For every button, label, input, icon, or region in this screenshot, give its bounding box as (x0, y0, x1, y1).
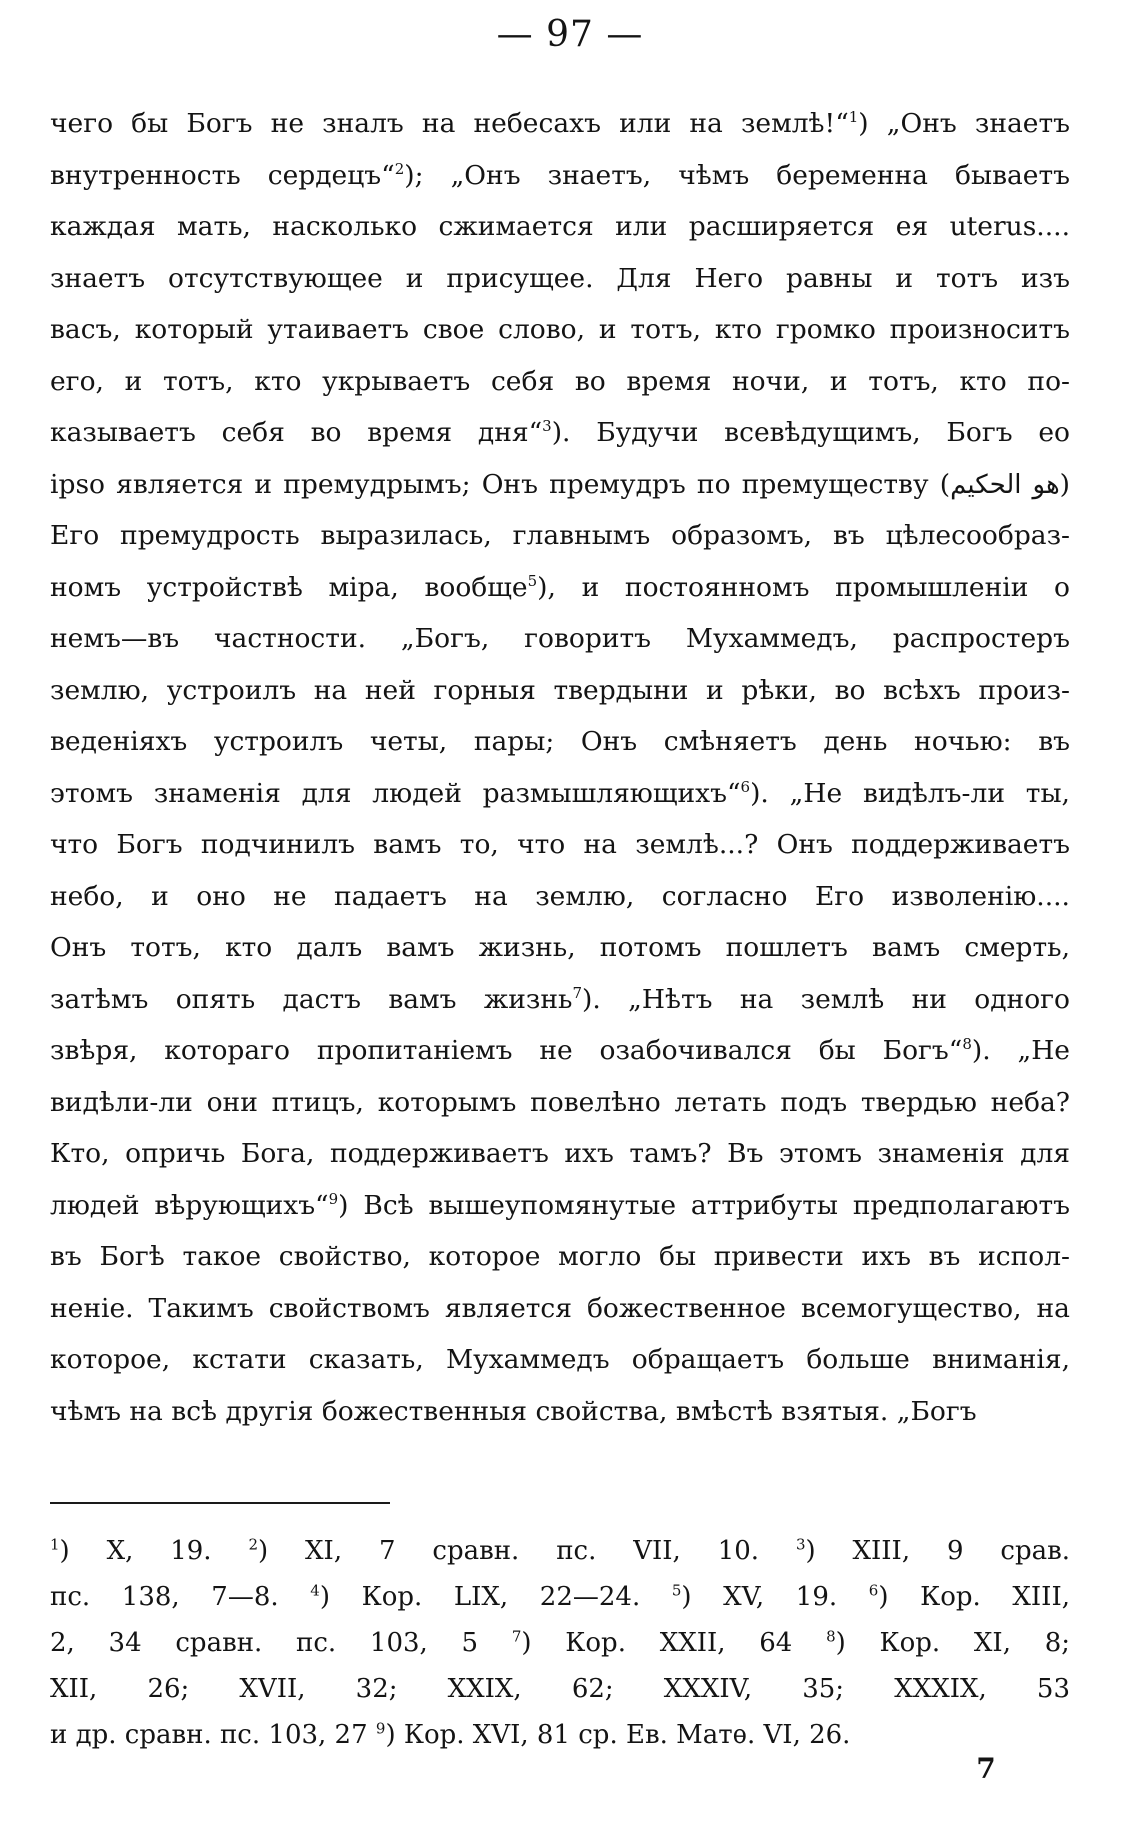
page-number-header: — 97 — (496, 14, 644, 55)
text-line (50, 98, 1070, 150)
line-text: ) „Онъ знаетъ (858, 108, 1070, 139)
main-text-block (50, 98, 1070, 1437)
footnote-reference: 7 (572, 983, 583, 1002)
footnote-reference: 3 (542, 417, 552, 436)
footnote-number: 7 (511, 1627, 522, 1646)
text-line (50, 768, 1070, 820)
line-text: васъ, который утаиваетъ свое слово, и тотъ, кто громко произноситъ (50, 314, 1070, 345)
text-line (50, 201, 1070, 253)
line-text: ), и постоянномъ промышленіи о (537, 571, 1070, 603)
footnote-text: ) X, 19. (59, 1536, 249, 1566)
line-text: ) Всѣ вышеупомянутые аттрибуты предполагаютъ (338, 1189, 1070, 1221)
footnote-line (50, 1712, 1070, 1758)
footnote-number: 9 (375, 1719, 386, 1738)
text-line (50, 819, 1070, 871)
text-line (50, 871, 1070, 923)
line-text: знаетъ отсутствующее и присущее. Для Него равны и тотъ изъ (50, 262, 1070, 294)
text-line (50, 922, 1070, 974)
line-text: ). „Нѣтъ на землѣ ни одного (582, 983, 1070, 1015)
line-text: затѣмъ опять дастъ вамъ жизнь (50, 983, 573, 1015)
line-text: Кто, опричь Бога, поддерживаетъ ихъ тамъ? Въ этомъ знаменія для (50, 1138, 1070, 1169)
line-text: немъ—въ частности. „Богъ, говоритъ Мухаммедъ, распростеръ (50, 623, 1070, 654)
footnote-number: 3 (795, 1535, 806, 1554)
line-text: видѣли-ли они птицъ, которымъ повелѣно летать подъ твердью неба? (50, 1086, 1070, 1118)
line-text: небо, и оно не падаетъ на землю, согласно Его изволенію.... (50, 880, 1070, 912)
footnote-number: 4 (310, 1581, 320, 1600)
line-text: Онъ тотъ, кто далъ вамъ жизнь, потомъ пошлетъ вамъ смерть, (50, 932, 1070, 963)
footnote-separator (50, 1502, 390, 1504)
footnote-text: ) Кор. XI, 8; (835, 1628, 1070, 1658)
line-text: каждая мать, насколько сжимается или расширяется ея uterus.... (50, 211, 1070, 242)
text-line (50, 613, 1070, 665)
line-text: чего бы Богъ не зналъ на небесахъ или на землѣ!“ (50, 108, 849, 139)
line-text: ); „Онъ знаетъ, чѣмъ беременна бываетъ (404, 159, 1070, 191)
text-line (50, 1231, 1070, 1283)
text-line (50, 459, 1070, 511)
text-line (50, 974, 1070, 1026)
text-line (50, 1128, 1070, 1180)
footnote-text: ) Кор. LIX, 22—24. (319, 1582, 672, 1612)
line-text: въ Богѣ такое свойство, которое могло бы привести ихъ въ испол- (50, 1241, 1070, 1272)
line-text: что Богъ подчинилъ вамъ то, что на землѣ...? Онъ поддерживаетъ (50, 829, 1070, 860)
text-line (50, 1077, 1070, 1129)
footnote-text: ) XV, 19. (681, 1582, 869, 1612)
footnote-line (50, 1666, 1070, 1712)
footnote-reference: 5 (527, 571, 538, 590)
footnote-text: XII, 26; XVII, 32; XXIX, 62; XXXIV, 35; XXXIX, 53 (50, 1674, 1070, 1704)
line-text: звѣря, котораго пропитаніемъ не озабочивался бы Богъ“ (50, 1035, 963, 1066)
line-text: которое, кстати сказать, Мухаммедъ обращаетъ больше вниманія, (50, 1344, 1070, 1375)
text-line (50, 1283, 1070, 1335)
footnotes-block (50, 1528, 1070, 1758)
footnote-line (50, 1620, 1070, 1666)
text-line (50, 665, 1070, 717)
footnote-text: ) Кор. XIII, (878, 1582, 1070, 1612)
footnote-text: и др. сравн. пс. 103, 27 (50, 1720, 376, 1750)
footnote-text: ) XIII, 9 срав. (805, 1536, 1070, 1566)
line-text: ipso является и премудрымъ; Онъ премудръ по премуществу ( (50, 468, 951, 500)
line-text: казываетъ себя во время дня“ (50, 417, 543, 448)
text-line (50, 1334, 1070, 1386)
line-text: людей вѣрующихъ“ (50, 1189, 329, 1221)
text-line (50, 304, 1070, 356)
footnote-number: 8 (826, 1627, 836, 1646)
line-text: веденіяхъ устроилъ четы, пары; Онъ смѣняетъ день ночью: въ (50, 726, 1070, 757)
footnote-reference: 8 (962, 1035, 972, 1054)
text-line (50, 150, 1070, 202)
line-text: ). Будучи всевѣдущимъ, Богъ eo (551, 417, 1070, 448)
footnote-line (50, 1574, 1070, 1620)
line-text: внутренность сердецъ“ (50, 159, 395, 191)
footnote-reference: 1 (848, 108, 859, 127)
footnote-number: 2 (248, 1535, 259, 1554)
line-text: номъ устройствѣ міра, вообще (50, 571, 528, 603)
text-line (50, 562, 1070, 614)
line-text: неніе. Такимъ свойствомъ является божественное всемогущество, на (50, 1292, 1070, 1324)
footnote-number: 1 (50, 1535, 60, 1554)
text-line (50, 253, 1070, 305)
footnote-text: пс. 138, 7—8. (50, 1582, 311, 1612)
footnote-text: ) XI, 7 сравн. пс. VII, 10. (258, 1536, 796, 1566)
line-text: чѣмъ на всѣ другія божественныя свойства, вмѣстѣ взятыя. „Богъ (50, 1395, 977, 1427)
footnote-reference: 9 (328, 1189, 339, 1208)
line-text: этомъ знаменія для людей размышляющихъ“ (50, 777, 741, 809)
text-line (50, 1180, 1070, 1232)
footnote-text: 2, 34 сравн. пс. 103, 5 (50, 1628, 512, 1658)
text-line (50, 407, 1070, 459)
footnote-number: 5 (671, 1581, 682, 1600)
text-line (50, 356, 1070, 408)
line-text: ). „Не видѣлъ-ли ты, (750, 777, 1070, 809)
line-text: ). „Не (971, 1035, 1070, 1066)
line-text: Его премудрость выразилась, главнымъ образомъ, въ цѣлесообраз- (50, 520, 1070, 551)
footnote-text: ) Кор. XVI, 81 ср. Ев. Матѳ. VI, 26. (385, 1720, 851, 1750)
text-line (50, 510, 1070, 562)
line-text: ) (1059, 468, 1070, 500)
footnote-reference: 6 (740, 777, 751, 796)
footnote-number: 6 (868, 1581, 879, 1600)
line-text: его, и тотъ, кто укрываетъ себя во время ночи, и тотъ, кто по- (50, 365, 1070, 397)
printer-signature-mark: 7 (976, 1752, 996, 1785)
text-line (50, 716, 1070, 768)
text-line (50, 1025, 1070, 1077)
line-text: землю, устроилъ на ней горныя твердыни и рѣки, во всѣхъ произ- (50, 674, 1070, 706)
text-line (50, 1386, 1070, 1438)
arabic-phrase: هو الحكيم (950, 469, 1060, 500)
footnote-text: ) Кор. XXII, 64 (521, 1628, 827, 1658)
footnote-reference: 2 (394, 159, 405, 178)
footnote-line (50, 1528, 1070, 1574)
